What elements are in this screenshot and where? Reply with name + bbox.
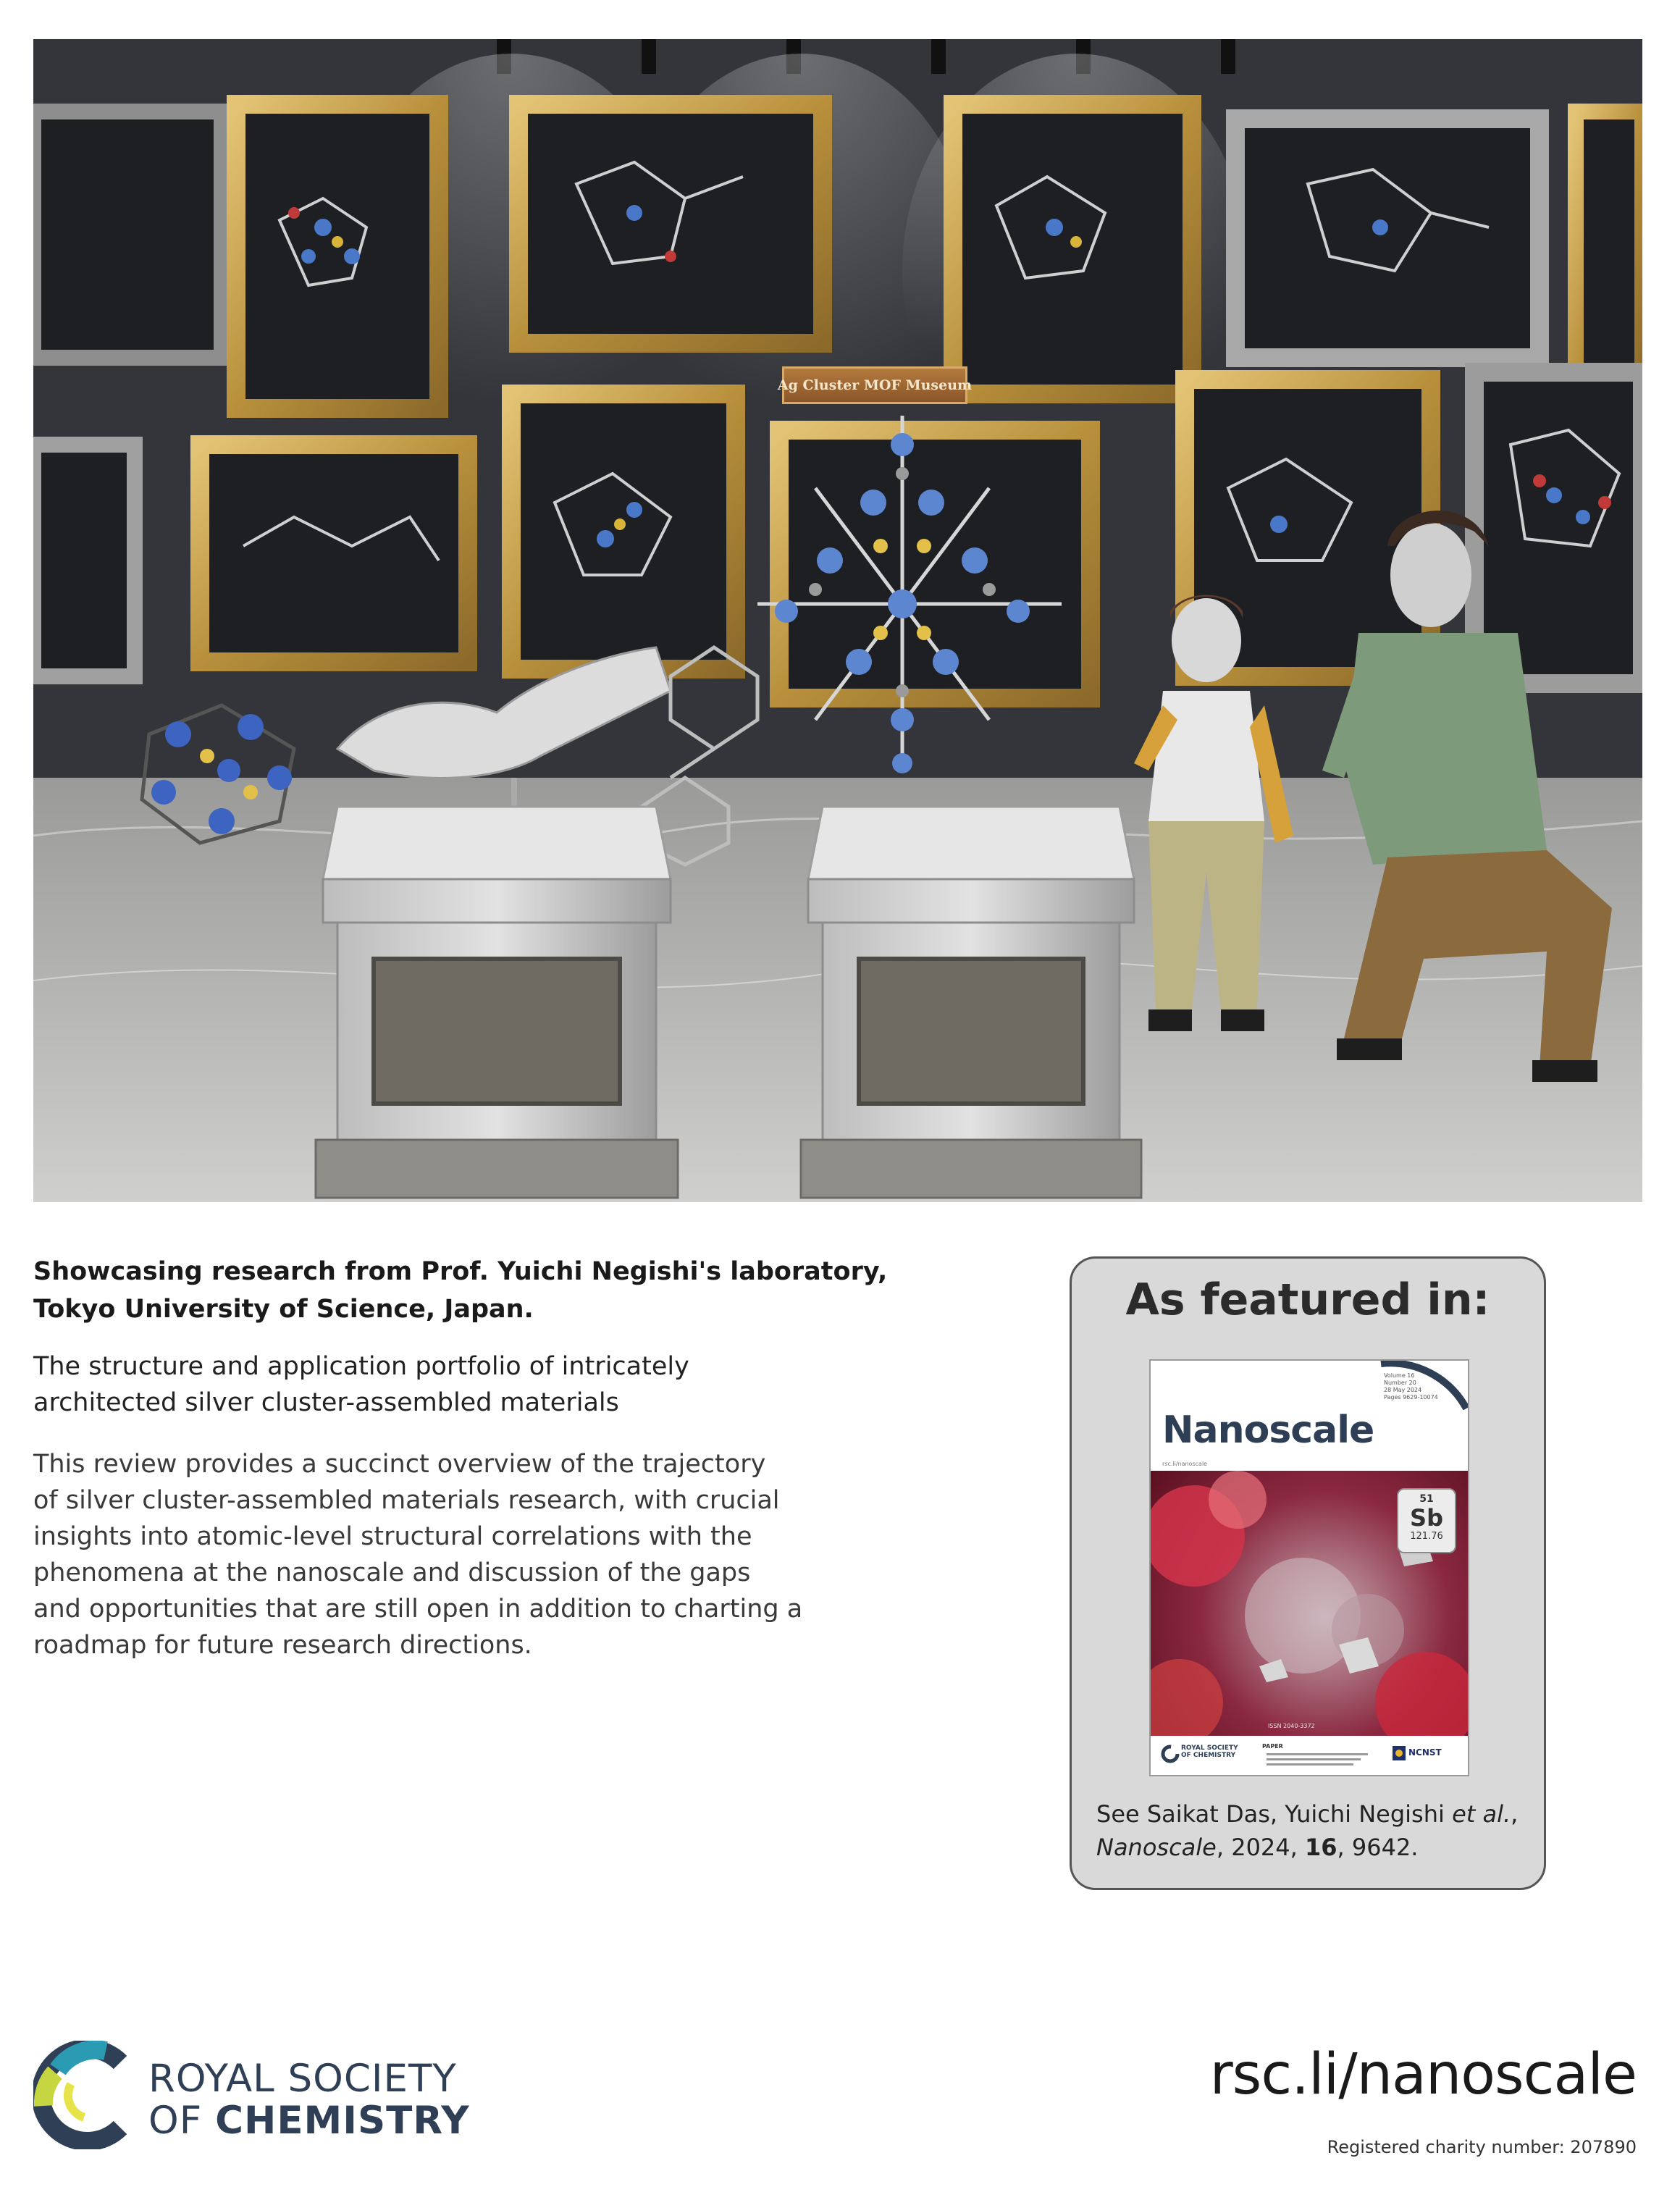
citation bbox=[1096, 1797, 1531, 1864]
rsc-wordmark-prefix: OF bbox=[148, 2099, 216, 2143]
museum-scene bbox=[33, 39, 1642, 1202]
rsc-logo-icon bbox=[33, 2041, 142, 2149]
cover-issn: ISSN 2040-3372 bbox=[1268, 1723, 1315, 1729]
abstract-line: This review provides a succinct overview of the trajectory bbox=[33, 1450, 766, 1479]
cover-meta-line: Pages 9629-10074 bbox=[1384, 1394, 1438, 1401]
cover-rsc-logo-icon bbox=[1161, 1745, 1180, 1763]
cover-journal-title: Nanoscale bbox=[1162, 1408, 1374, 1452]
rsc-wordmark-line bbox=[148, 2100, 470, 2142]
ncnst-logo-icon bbox=[1393, 1746, 1406, 1760]
abstract-line: of silver cluster-assembled materials research, with crucial bbox=[33, 1486, 780, 1515]
element-mass: 121.76 bbox=[1410, 1531, 1443, 1542]
element-symbol: Sb bbox=[1410, 1504, 1443, 1532]
showcase-line: Showcasing research from Prof. Yuichi Negishi's laboratory, bbox=[33, 1257, 888, 1286]
cover-paper-label: PAPER bbox=[1262, 1743, 1283, 1750]
pedestal-right bbox=[801, 807, 1141, 1198]
rsc-wordmark-bold: CHEMISTRY bbox=[215, 2099, 470, 2143]
rsc-wordmark-line: ROYAL SOCIETY bbox=[148, 2057, 457, 2101]
charity-number: Registered charity number: 207890 bbox=[1327, 2137, 1637, 2157]
abstract-line: and opportunities that are still open in addition to charting a bbox=[33, 1595, 803, 1624]
rsc-wordmark bbox=[148, 2058, 470, 2142]
journal-cover-thumbnail[interactable] bbox=[1151, 1361, 1468, 1775]
citation-line-2 bbox=[1096, 1831, 1531, 1864]
citation-volume: 16 bbox=[1304, 1834, 1337, 1861]
citation-authors: See Saikat Das, Yuichi Negishi bbox=[1096, 1800, 1453, 1828]
abstract-line: phenomena at the nanoscale and discussion of the gaps bbox=[33, 1558, 751, 1587]
cover-url: rsc.li/nanoscale bbox=[1162, 1461, 1208, 1467]
citation-journal[interactable]: Nanoscale bbox=[1096, 1834, 1217, 1861]
element-tile bbox=[1397, 1488, 1456, 1553]
cover-publisher-line: OF CHEMISTRY bbox=[1181, 1752, 1236, 1759]
abstract-line: insights into atomic-level structural correlations with the bbox=[33, 1522, 752, 1551]
showcase-credit bbox=[33, 1253, 888, 1328]
abstract-line: roadmap for future research directions. bbox=[33, 1631, 532, 1660]
cover-illustration bbox=[33, 39, 1642, 1202]
citation-pages: , 9642. bbox=[1337, 1834, 1419, 1861]
title-line: The structure and application portfolio of intricately bbox=[33, 1352, 689, 1381]
cover-publisher bbox=[1181, 1745, 1238, 1759]
citation-line-1 bbox=[1096, 1797, 1531, 1831]
cover-partner: NCNST bbox=[1408, 1747, 1442, 1758]
article-title bbox=[33, 1348, 830, 1421]
cover-publisher-line: ROYAL SOCIETY bbox=[1181, 1745, 1238, 1752]
citation-year: , 2024, bbox=[1216, 1834, 1305, 1861]
title-line: architected silver cluster-assembled materials bbox=[33, 1388, 619, 1417]
showcase-line: Tokyo University of Science, Japan. bbox=[33, 1295, 534, 1324]
museum-sign: Ag Cluster MOF Museum bbox=[782, 366, 967, 404]
cover-arc-icon bbox=[1368, 1361, 1468, 1411]
cover-paper-text-lines bbox=[1267, 1753, 1375, 1771]
featured-heading: As featured in: bbox=[1125, 1275, 1490, 1325]
cover-artwork bbox=[1151, 1471, 1468, 1736]
citation-etal: et al. bbox=[1452, 1800, 1511, 1828]
cover-meta-line: 28 May 2024 bbox=[1384, 1387, 1422, 1393]
article-abstract bbox=[33, 1446, 859, 1663]
element-number: 51 bbox=[1419, 1493, 1434, 1505]
cover-meta-line: Number 20 bbox=[1384, 1380, 1416, 1386]
cover-meta-line: Volume 16 bbox=[1384, 1372, 1415, 1379]
featured-in-box bbox=[1070, 1256, 1546, 1890]
pedestal-left bbox=[316, 807, 678, 1198]
citation-comma: , bbox=[1511, 1800, 1519, 1828]
cover-footer bbox=[1151, 1736, 1468, 1775]
journal-url-link[interactable]: rsc.li/nanoscale bbox=[1209, 2042, 1637, 2107]
